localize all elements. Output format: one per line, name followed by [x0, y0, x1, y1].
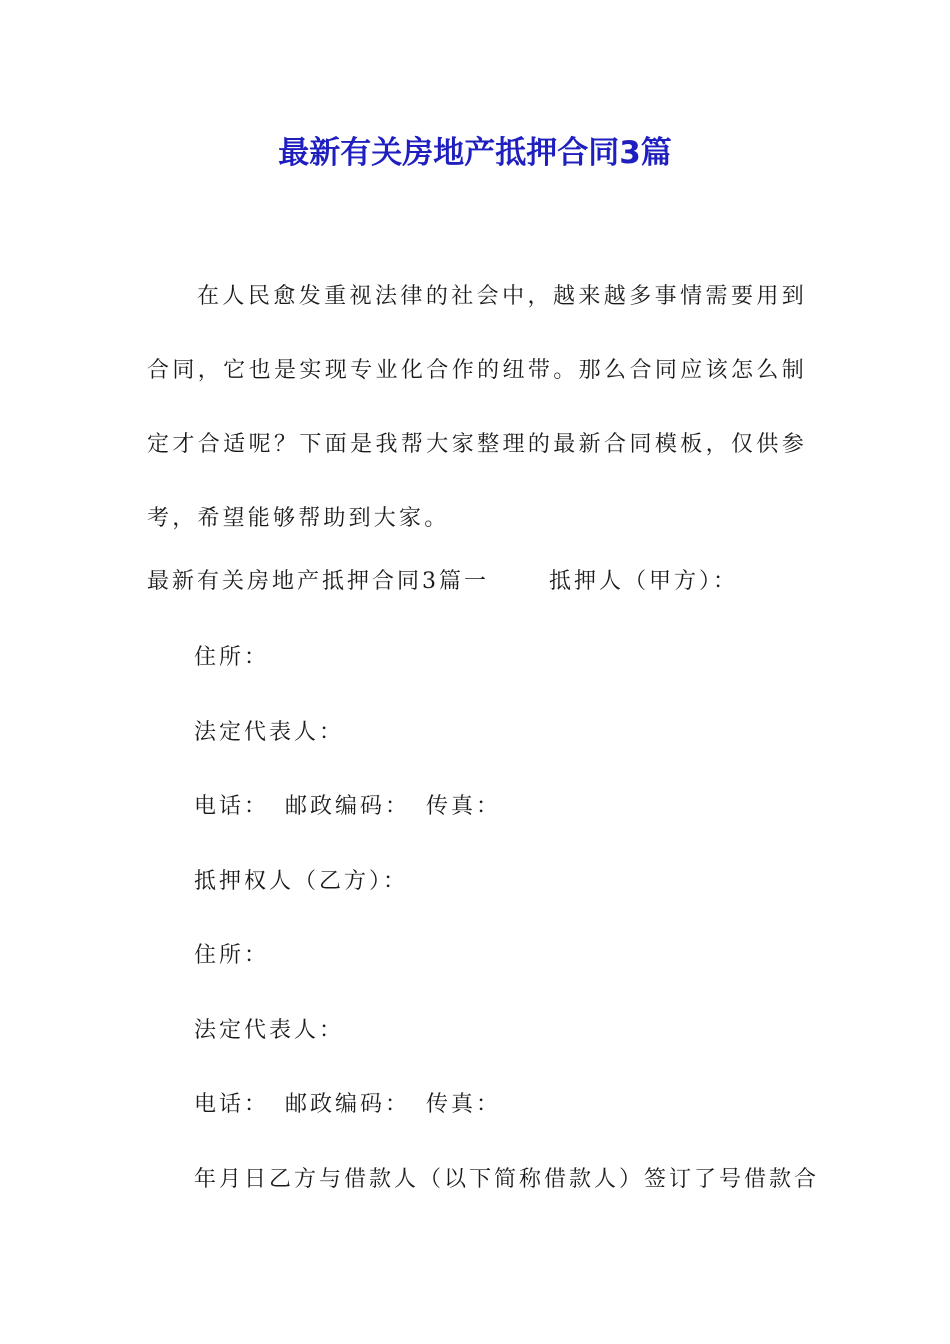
party-b-fax: 传真：: [426, 1092, 502, 1117]
party-b-postcode: 邮政编码：: [285, 1092, 411, 1117]
party-a-postcode: 邮政编码：: [285, 794, 411, 819]
mortgagee-label: 抵押权人（乙方）：: [194, 869, 409, 894]
party-a-fax: 传真：: [426, 794, 502, 819]
section1-heading-line: [147, 557, 738, 607]
mortgagor-label: 抵押人（甲方）：: [549, 569, 739, 594]
party-b-address: 住所：: [194, 943, 270, 968]
section1-heading: 最新有关房地产抵押合同3篇一: [147, 569, 489, 594]
party-b-phone: 电话：: [194, 1092, 270, 1117]
clause-start-line: 年月日乙方与借款人（以下简称借款人）签订了号借款合: [194, 1167, 820, 1192]
intro-paragraph: 在人民愈发重视法律的社会中，越来越多事情需要用到合同，它也是实现专业化合作的纽带。那么合同应该怎么制定才合适呢？下面是我帮大家整理的最新合同模板，仅供参考，希望能够帮助到大家。: [147, 284, 807, 531]
party-a-address: 住所：: [194, 645, 270, 670]
party-a-contact-line: [194, 782, 501, 832]
party-b-contact-line: [194, 1080, 501, 1130]
party-a-phone: 电话：: [194, 794, 270, 819]
party-b-legal-rep: 法定代表人：: [194, 1018, 345, 1043]
document-title: 最新有关房地产抵押合同3篇: [278, 135, 672, 171]
party-a-legal-rep: 法定代表人：: [194, 720, 345, 745]
